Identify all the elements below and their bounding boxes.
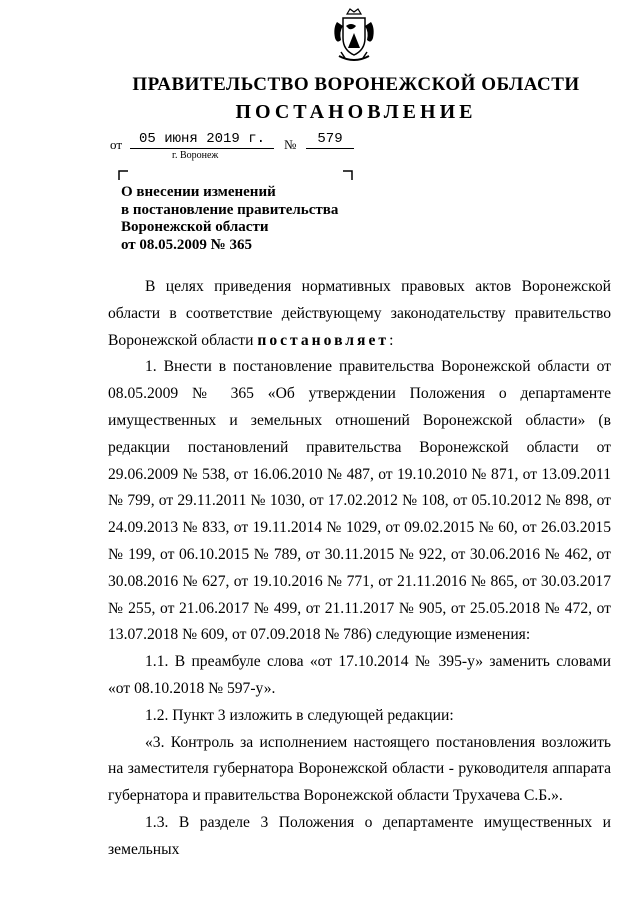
subject-line: О внесении изменений [121, 184, 276, 200]
document-subject [121, 184, 338, 254]
government-name: ПРАВИТЕЛЬСТВО ВОРОНЕЖСКОЙ ОБЛАСТИ [132, 74, 580, 95]
paragraph-1: 1. Внести в постановление правительства Воронежской области от 08.05.2009 № 365 «Об утверждении Положения о департаменте имущественных и земельных отношений Воронежской области» (в редакции постановлений правительства Воронежской области от 29.06.2009 № 538, от 16.06.2010 № 487, от 19.10.2010 № 871, от 13.09.2011 № 799, от 29.11.2011 № 1030, от 17.02.2012 № 108, от 05.10.2012 № 898, от 24.09.2013 № 833, от 19.11.2014 № 1029, от 09.02.2015 № 60, от 26.03.2015 № 199, от 06.10.2015 № 789, от 30.11.2015 № 922, от 30.06.2016 № 462, от 30.08.2016 № 627, от 19.10.2016 № 771, от 21.11.2016 № 865, от 30.03.2017 № 255, от 21.06.2017 № 499, от 21.11.2017 № 905, от 25.05.2018 № 472, от 13.07.2018 № 609, от 07.09.2018 № 786) следующие изменения: [108, 358, 611, 644]
corner-mark-right [343, 170, 353, 180]
document-date: 05 июня 2019 г. [130, 131, 274, 149]
subject-line: в постановление правительства [121, 201, 339, 218]
coat-of-arms-icon [331, 8, 377, 64]
city: г. Воронеж [172, 150, 219, 161]
corner-mark-left [118, 170, 128, 180]
document-number: 579 [306, 131, 354, 149]
preamble-keyword: постановляет [257, 331, 390, 349]
subject-line: от 08.05.2009 № 365 [121, 236, 252, 253]
paragraph-1-2: 1.2. Пункт 3 изложить в следующей редакции: [145, 706, 454, 724]
number-label: № [284, 137, 297, 152]
document-body [108, 274, 611, 864]
paragraph-1-3: 1.3. В разделе 3 Положения о департаменте имущественных и земельных [108, 813, 611, 858]
paragraph-1-1: 1.1. В преамбуле слова «от 17.10.2014 № 395-у» заменить словами «от 08.10.2018 № 597-у». [108, 653, 611, 697]
preamble-text: В целях приведения нормативных правовых актов Воронежской области в соответствие действующему законодательству правительство Воронежской области [108, 278, 611, 349]
date-label: от [110, 137, 123, 152]
preamble-end: : [389, 331, 394, 349]
preamble [108, 274, 611, 354]
subject-line: Воронежской области [121, 219, 269, 235]
paragraph-1-2-quote: «3. Контроль за исполнением настоящего постановления возложить на заместителя губернатора Воронежской области - руководителя аппарата губернатора и правительства Воронежской области Трухачева С.Б.». [108, 733, 611, 805]
document-type: ПОСТАНОВЛЕНИЕ [235, 101, 477, 123]
